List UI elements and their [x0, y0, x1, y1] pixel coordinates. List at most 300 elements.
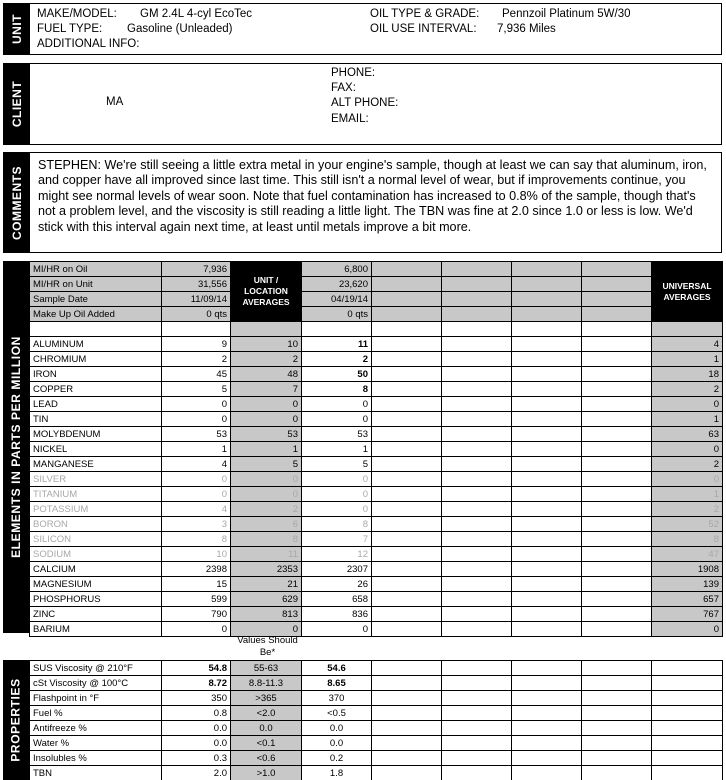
client-side-label: CLIENT	[4, 64, 30, 144]
oil-type-label: OIL TYPE & GRADE:	[370, 8, 480, 20]
empty-cell	[442, 661, 512, 676]
empty-cell	[372, 412, 442, 427]
empty-cell	[442, 721, 512, 736]
empty-cell	[582, 721, 652, 736]
property-current: 0.0	[162, 736, 231, 751]
empty-cell	[372, 397, 442, 412]
property-row	[30, 661, 723, 676]
element-row	[30, 367, 723, 382]
info-label: Sample Date	[30, 292, 162, 307]
empty-cell	[582, 457, 652, 472]
info-row	[30, 277, 723, 292]
element-universal: 4	[652, 337, 723, 352]
empty-cell	[582, 472, 652, 487]
elements-table	[29, 261, 723, 637]
element-row	[30, 382, 723, 397]
empty-cell	[442, 592, 512, 607]
element-previous: 26	[302, 577, 372, 592]
empty-cell	[372, 676, 442, 691]
empty-cell	[512, 691, 582, 706]
make-model-label: MAKE/MODEL:	[37, 8, 117, 20]
element-current: 8	[162, 532, 231, 547]
client-state: MA	[106, 96, 124, 108]
empty-cell	[442, 751, 512, 766]
element-row	[30, 412, 723, 427]
info-row	[30, 307, 723, 322]
empty-cell	[372, 292, 442, 307]
empty-cell	[512, 277, 582, 292]
empty-cell	[652, 706, 723, 721]
empty-cell	[512, 736, 582, 751]
element-current: 2	[162, 352, 231, 367]
element-name: IRON	[30, 367, 162, 382]
property-current: 0.8	[162, 706, 231, 721]
property-previous: 54.6	[302, 661, 372, 676]
spacer-row	[30, 322, 723, 337]
element-name: NICKEL	[30, 442, 162, 457]
empty-cell	[512, 766, 582, 780]
property-name: Insolubles %	[30, 751, 162, 766]
empty-cell	[512, 751, 582, 766]
empty-cell	[582, 322, 652, 337]
universal-averages-header: UNIVERSAL AVERAGES	[652, 262, 723, 322]
fuel-type-label: FUEL TYPE:	[37, 23, 103, 35]
empty-cell	[652, 691, 723, 706]
empty-cell	[372, 547, 442, 562]
property-row	[30, 766, 723, 780]
empty-cell	[442, 277, 512, 292]
empty-cell	[372, 487, 442, 502]
element-row	[30, 607, 723, 622]
element-previous: 0	[302, 502, 372, 517]
additional-info-label: ADDITIONAL INFO:	[37, 38, 140, 50]
empty-cell	[582, 547, 652, 562]
property-name: TBN	[30, 766, 162, 780]
element-current: 3	[162, 517, 231, 532]
element-name: ZINC	[30, 607, 162, 622]
element-current: 4	[162, 502, 231, 517]
element-average: 2	[231, 352, 302, 367]
empty-cell	[512, 577, 582, 592]
element-current: 2398	[162, 562, 231, 577]
empty-cell	[582, 577, 652, 592]
element-current: 1	[162, 442, 231, 457]
empty-cell	[512, 592, 582, 607]
empty-cell	[512, 721, 582, 736]
empty-cell	[582, 517, 652, 532]
empty-cell	[442, 706, 512, 721]
property-should-be: 55-63	[231, 661, 302, 676]
element-previous: 0	[302, 472, 372, 487]
element-name: PHOSPHORUS	[30, 592, 162, 607]
element-row	[30, 397, 723, 412]
element-previous: 12	[302, 547, 372, 562]
empty-cell	[582, 661, 652, 676]
comments-section	[3, 152, 722, 253]
empty-cell	[372, 367, 442, 382]
empty-cell	[442, 382, 512, 397]
element-name: SILICON	[30, 532, 162, 547]
empty-cell	[512, 262, 582, 277]
element-universal: 47	[652, 547, 723, 562]
element-average: 0	[231, 622, 302, 637]
empty-cell	[582, 397, 652, 412]
empty-cell	[652, 661, 723, 676]
element-previous: 658	[302, 592, 372, 607]
element-name: TIN	[30, 412, 162, 427]
property-should-be: <2.0	[231, 706, 302, 721]
info-current: 0 qts	[162, 307, 231, 322]
info-label: MI/HR on Unit	[30, 277, 162, 292]
unit-averages-header: UNIT / LOCATION AVERAGES	[231, 262, 302, 322]
empty-cell	[582, 691, 652, 706]
empty-cell	[372, 751, 442, 766]
element-current: 0	[162, 397, 231, 412]
empty-cell	[442, 487, 512, 502]
empty-cell	[582, 592, 652, 607]
element-universal: 0	[652, 442, 723, 457]
empty-cell	[582, 412, 652, 427]
element-current: 15	[162, 577, 231, 592]
empty-cell	[512, 322, 582, 337]
empty-cell	[372, 766, 442, 780]
element-previous: 5	[302, 457, 372, 472]
empty-cell	[512, 562, 582, 577]
element-current: 790	[162, 607, 231, 622]
oil-type-value: Pennzoil Platinum 5W/30	[502, 8, 631, 20]
element-row	[30, 442, 723, 457]
empty-cell	[442, 622, 512, 637]
empty-cell	[582, 607, 652, 622]
element-row	[30, 622, 723, 637]
empty-cell	[512, 661, 582, 676]
element-previous: 0	[302, 622, 372, 637]
property-should-be: <0.1	[231, 736, 302, 751]
empty-cell	[372, 592, 442, 607]
info-previous: 04/19/14	[302, 292, 372, 307]
empty-cell	[582, 292, 652, 307]
client-section	[3, 63, 722, 145]
element-average: 53	[231, 427, 302, 442]
property-current: 0.0	[162, 721, 231, 736]
element-universal: 18	[652, 367, 723, 382]
property-current: 350	[162, 691, 231, 706]
empty-cell	[442, 427, 512, 442]
element-universal: 63	[652, 427, 723, 442]
empty-cell	[442, 367, 512, 382]
property-should-be: 8.8-11.3	[231, 676, 302, 691]
alt-phone-label: ALT PHONE:	[331, 97, 399, 109]
empty-cell	[582, 307, 652, 322]
empty-cell	[442, 307, 512, 322]
element-row	[30, 562, 723, 577]
empty-cell	[442, 457, 512, 472]
element-previous: 0	[302, 397, 372, 412]
empty-cell	[372, 532, 442, 547]
empty-cell	[582, 337, 652, 352]
elements-side-label: ELEMENTS IN PARTS PER MILLION	[3, 261, 29, 633]
element-current: 599	[162, 592, 231, 607]
element-previous: 836	[302, 607, 372, 622]
element-row	[30, 427, 723, 442]
unit-side-label: UNIT	[4, 4, 30, 54]
property-name: Water %	[30, 736, 162, 751]
element-row	[30, 337, 723, 352]
info-current: 11/09/14	[162, 292, 231, 307]
element-row	[30, 352, 723, 367]
element-previous: 7	[302, 532, 372, 547]
element-current: 0	[162, 412, 231, 427]
empty-cell	[512, 502, 582, 517]
empty-cell	[372, 262, 442, 277]
element-universal: 2	[652, 457, 723, 472]
element-previous: 11	[302, 337, 372, 352]
element-previous: 0	[302, 487, 372, 502]
properties-table	[29, 660, 723, 780]
element-universal: 1	[652, 412, 723, 427]
element-current: 0	[162, 472, 231, 487]
empty-cell	[442, 562, 512, 577]
empty-cell	[652, 766, 723, 780]
element-name: LEAD	[30, 397, 162, 412]
empty-cell	[582, 532, 652, 547]
element-previous: 2307	[302, 562, 372, 577]
element-universal: 1	[652, 487, 723, 502]
info-row	[30, 292, 723, 307]
empty-cell	[442, 547, 512, 562]
element-name: TITANIUM	[30, 487, 162, 502]
property-should-be: 0.0	[231, 721, 302, 736]
oil-interval-label: OIL USE INTERVAL:	[370, 23, 477, 35]
property-previous: 0.0	[302, 736, 372, 751]
element-average: 5	[231, 457, 302, 472]
element-name: BARIUM	[30, 622, 162, 637]
empty-cell	[582, 487, 652, 502]
element-universal: 52	[652, 517, 723, 532]
element-average: 11	[231, 547, 302, 562]
property-previous: 8.65	[302, 676, 372, 691]
empty-cell	[372, 322, 442, 337]
property-row	[30, 706, 723, 721]
element-average: 8	[231, 532, 302, 547]
empty-cell	[372, 736, 442, 751]
empty-cell	[582, 502, 652, 517]
element-name: BORON	[30, 517, 162, 532]
element-current: 10	[162, 547, 231, 562]
element-row	[30, 457, 723, 472]
empty-cell	[582, 736, 652, 751]
info-previous: 23,620	[302, 277, 372, 292]
empty-cell	[512, 607, 582, 622]
property-previous: 0.2	[302, 751, 372, 766]
empty-cell	[372, 517, 442, 532]
element-average: 2	[231, 502, 302, 517]
empty-cell	[372, 427, 442, 442]
comments-text: STEPHEN: We're still seeing a little extra metal in your engine's sample, though at least we can say that aluminum, iron, and copper have all improved since last time. This still isn't a normal level of wear, but if improvements continue, you might see normal levels of wear soon. Note that fuel contamination has increased to 0.8% of the sample, though that's not a problem level, and the viscosity is still reading a little light. The TBN was fine at 2.0 since 1.0 or less is low. We'd stick with this interval again next time, at least until metals improve a bit more.	[38, 158, 707, 234]
element-previous: 2	[302, 352, 372, 367]
element-current: 53	[162, 427, 231, 442]
empty-cell	[442, 532, 512, 547]
element-average: 6	[231, 517, 302, 532]
empty-cell	[512, 532, 582, 547]
fax-label: FAX:	[331, 82, 356, 94]
empty-cell	[582, 442, 652, 457]
empty-cell	[582, 751, 652, 766]
element-previous: 1	[302, 442, 372, 457]
property-current: 54.8	[162, 661, 231, 676]
empty-cell	[372, 721, 442, 736]
empty-cell	[442, 691, 512, 706]
element-name: CHROMIUM	[30, 352, 162, 367]
property-row	[30, 751, 723, 766]
fuel-type-value: Gasoline (Unleaded)	[127, 23, 233, 35]
element-average: 48	[231, 367, 302, 382]
empty-cell	[442, 472, 512, 487]
element-name: SODIUM	[30, 547, 162, 562]
element-name: ALUMINUM	[30, 337, 162, 352]
element-average: 2353	[231, 562, 302, 577]
empty-cell	[372, 382, 442, 397]
empty-cell	[512, 382, 582, 397]
empty-cell	[372, 562, 442, 577]
empty-cell	[512, 706, 582, 721]
empty-cell	[652, 736, 723, 751]
property-name: SUS Viscosity @ 210°F	[30, 661, 162, 676]
element-universal: 0	[652, 397, 723, 412]
empty-cell	[442, 607, 512, 622]
element-previous: 0	[302, 412, 372, 427]
empty-cell	[442, 337, 512, 352]
property-name: cSt Viscosity @ 100°C	[30, 676, 162, 691]
element-universal: 139	[652, 577, 723, 592]
empty-cell	[302, 322, 372, 337]
property-previous: <0.5	[302, 706, 372, 721]
empty-cell	[372, 577, 442, 592]
empty-cell	[652, 721, 723, 736]
property-previous: 370	[302, 691, 372, 706]
empty-cell	[582, 382, 652, 397]
info-current: 31,556	[162, 277, 231, 292]
element-name: MOLYBDENUM	[30, 427, 162, 442]
empty-cell	[582, 706, 652, 721]
empty-cell	[442, 397, 512, 412]
empty-cell	[372, 691, 442, 706]
empty-cell	[512, 307, 582, 322]
empty-cell	[582, 352, 652, 367]
empty-cell	[372, 472, 442, 487]
property-previous: 1.8	[302, 766, 372, 780]
empty-cell	[652, 322, 723, 337]
element-universal: 1908	[652, 562, 723, 577]
element-universal: 0	[652, 622, 723, 637]
empty-cell	[372, 352, 442, 367]
element-universal: 2	[652, 502, 723, 517]
empty-cell	[512, 472, 582, 487]
element-universal: 767	[652, 607, 723, 622]
element-average: 629	[231, 592, 302, 607]
element-row	[30, 592, 723, 607]
element-average: 7	[231, 382, 302, 397]
phone-label: PHONE:	[331, 67, 376, 79]
element-row	[30, 487, 723, 502]
empty-cell	[372, 661, 442, 676]
empty-cell	[372, 622, 442, 637]
empty-cell	[512, 427, 582, 442]
property-should-be: <0.6	[231, 751, 302, 766]
element-average: 21	[231, 577, 302, 592]
element-universal: 657	[652, 592, 723, 607]
info-row	[30, 262, 723, 277]
oil-interval-value: 7,936 Miles	[497, 23, 556, 35]
empty-cell	[442, 262, 512, 277]
element-previous: 8	[302, 382, 372, 397]
element-name: SILVER	[30, 472, 162, 487]
info-previous: 6,800	[302, 262, 372, 277]
empty-cell	[442, 292, 512, 307]
property-previous: 0.0	[302, 721, 372, 736]
empty-cell	[512, 547, 582, 562]
properties-side-label: PROPERTIES	[3, 660, 29, 780]
info-previous: 0 qts	[302, 307, 372, 322]
property-current: 0.3	[162, 751, 231, 766]
empty-cell	[512, 397, 582, 412]
element-current: 0	[162, 622, 231, 637]
empty-cell	[582, 277, 652, 292]
element-name: MANGANESE	[30, 457, 162, 472]
element-previous: 8	[302, 517, 372, 532]
empty-cell	[372, 442, 442, 457]
empty-cell	[512, 352, 582, 367]
empty-cell	[231, 322, 302, 337]
unit-section	[3, 3, 722, 55]
empty-cell	[512, 457, 582, 472]
property-name: Fuel %	[30, 706, 162, 721]
empty-cell	[512, 412, 582, 427]
empty-cell	[162, 322, 231, 337]
element-name: POTASSIUM	[30, 502, 162, 517]
empty-cell	[442, 322, 512, 337]
property-current: 2.0	[162, 766, 231, 780]
property-row	[30, 721, 723, 736]
empty-cell	[442, 736, 512, 751]
element-average: 0	[231, 412, 302, 427]
empty-cell	[512, 622, 582, 637]
info-current: 7,936	[162, 262, 231, 277]
element-average: 0	[231, 397, 302, 412]
element-current: 45	[162, 367, 231, 382]
element-row	[30, 502, 723, 517]
element-previous: 50	[302, 367, 372, 382]
empty-cell	[582, 676, 652, 691]
empty-cell	[442, 502, 512, 517]
element-row	[30, 547, 723, 562]
property-should-be: >365	[231, 691, 302, 706]
element-current: 4	[162, 457, 231, 472]
element-previous: 53	[302, 427, 372, 442]
empty-cell	[372, 337, 442, 352]
element-universal: 1	[652, 352, 723, 367]
values-should-be-header: Values Should Be*	[237, 635, 298, 658]
element-average: 0	[231, 487, 302, 502]
empty-cell	[652, 676, 723, 691]
element-average: 0	[231, 472, 302, 487]
empty-cell	[512, 676, 582, 691]
property-name: Antifreeze %	[30, 721, 162, 736]
empty-cell	[582, 622, 652, 637]
element-average: 10	[231, 337, 302, 352]
property-name: Flashpoint in °F	[30, 691, 162, 706]
empty-cell	[442, 517, 512, 532]
